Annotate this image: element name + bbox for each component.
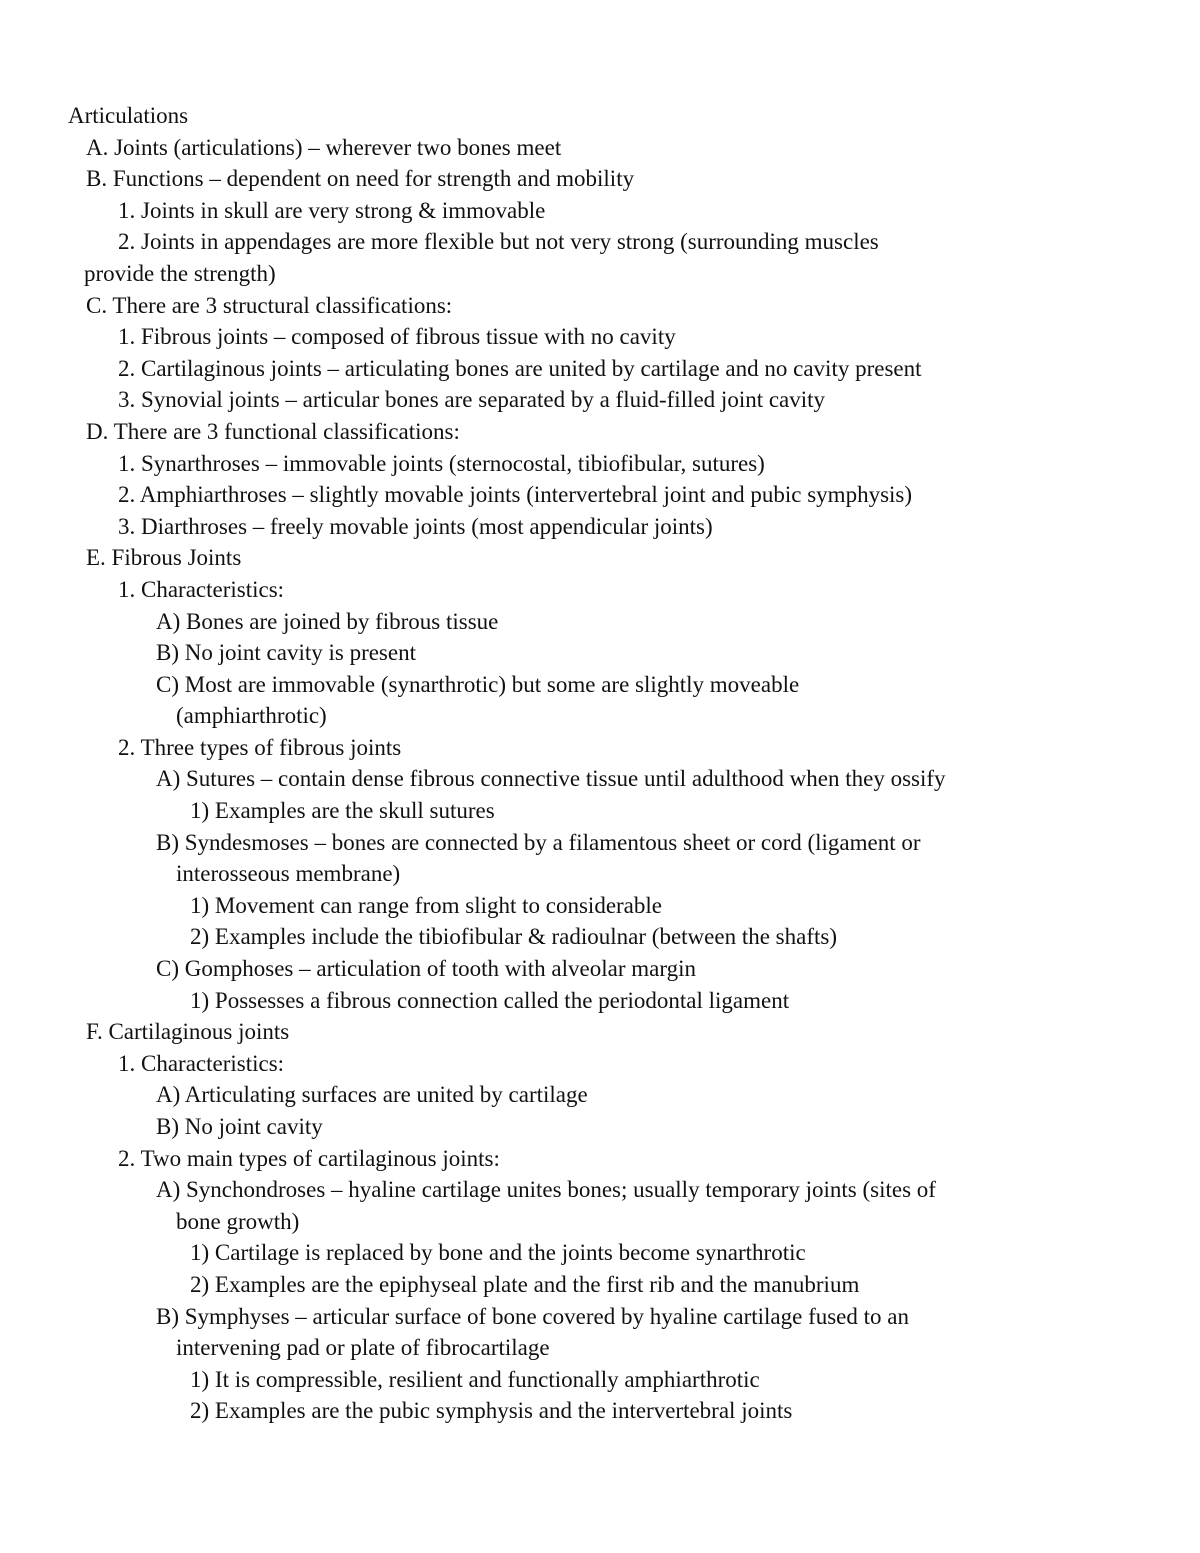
- outline-subitem: A) Synchondroses – hyaline cartilage unites bones; usually temporary joints (sites of: [156, 1177, 936, 1203]
- outline-item: 1. Characteristics:: [118, 576, 285, 602]
- outline-subitem: B) No joint cavity is present: [156, 640, 416, 666]
- section-heading: C. There are 3 structural classifications:: [86, 292, 453, 318]
- document-title: Articulations: [68, 103, 189, 128]
- outline-item: 2. Three types of fibrous joints: [118, 734, 402, 760]
- section-heading: B. Functions – dependent on need for strength and mobility: [86, 166, 635, 192]
- outline-subitem: C) Gomphoses – articulation of tooth with alveolar margin: [156, 956, 696, 982]
- outline-detail: 2) Examples are the epiphyseal plate and the first rib and the manubrium: [190, 1271, 860, 1297]
- outline-detail: 1) Cartilage is replaced by bone and the joints become synarthrotic: [190, 1240, 806, 1266]
- outline-item: 2. Joints in appendages are more flexible but not very strong (surrounding muscles: [118, 229, 879, 255]
- outline-detail: 2) Examples include the tibiofibular & radioulnar (between the shafts): [190, 924, 837, 950]
- section-heading: E. Fibrous Joints: [86, 545, 242, 571]
- outline-item: 3. Synovial joints – articular bones are separated by a fluid-filled joint cavity: [118, 387, 826, 413]
- outline-item-continuation: provide the strength): [84, 260, 276, 286]
- outline-detail: 1) Movement can range from slight to considerable: [190, 892, 662, 918]
- outline-subitem-continuation: (amphiarthrotic): [176, 703, 327, 729]
- outline-item: 1. Joints in skull are very strong & immovable: [118, 197, 546, 223]
- section-heading: F. Cartilaginous joints: [86, 1019, 290, 1045]
- outline-item: 3. Diarthroses – freely movable joints (most appendicular joints): [118, 513, 713, 539]
- outline-subitem: B) No joint cavity: [156, 1114, 323, 1139]
- outline-subitem: C) Most are immovable (synarthrotic) but some are slightly moveable: [156, 671, 800, 697]
- outline-item: 1. Fibrous joints – composed of fibrous tissue with no cavity: [118, 324, 676, 350]
- outline-subitem: B) Symphyses – articular surface of bone covered by hyaline cartilage fused to an: [156, 1303, 909, 1329]
- outline-item: 1. Synarthroses – immovable joints (sternocostal, tibiofibular, sutures): [118, 450, 765, 476]
- outline-subitem: A) Bones are joined by fibrous tissue: [156, 608, 499, 634]
- outline-detail: 1) Examples are the skull sutures: [190, 798, 495, 824]
- section-heading: A. Joints (articulations) – wherever two bones meet: [86, 134, 562, 160]
- outline-detail: 1) Possesses a fibrous connection called the periodontal ligament: [190, 987, 790, 1013]
- section-heading: D. There are 3 functional classifications:: [86, 418, 460, 444]
- outline-subitem: A) Articulating surfaces are united by cartilage: [156, 1082, 588, 1108]
- outline: [0, 100, 1200, 1427]
- outline-detail: 2) Examples are the pubic symphysis and the intervertebral joints: [190, 1398, 793, 1424]
- outline-subitem: B) Syndesmoses – bones are connected by a filamentous sheet or cord (ligament or: [156, 829, 921, 855]
- outline-item: 1. Characteristics:: [118, 1050, 285, 1076]
- outline-item: 2. Two main types of cartilaginous joints:: [118, 1145, 500, 1171]
- outline-detail: 1) It is compressible, resilient and functionally amphiarthrotic: [190, 1366, 760, 1392]
- outline-subitem-continuation: interosseous membrane): [176, 861, 401, 887]
- outline-subitem-continuation: bone growth): [176, 1208, 300, 1234]
- outline-subitem-continuation: intervening pad or plate of fibrocartilage: [176, 1335, 550, 1361]
- outline-item: 2. Cartilaginous joints – articulating bones are united by cartilage and no cavity present: [118, 355, 922, 381]
- outline-item: 2. Amphiarthroses – slightly movable joints (intervertebral joint and pubic symphysis): [118, 482, 913, 508]
- outline-subitem: A) Sutures – contain dense fibrous connective tissue until adulthood when they ossify: [156, 766, 946, 792]
